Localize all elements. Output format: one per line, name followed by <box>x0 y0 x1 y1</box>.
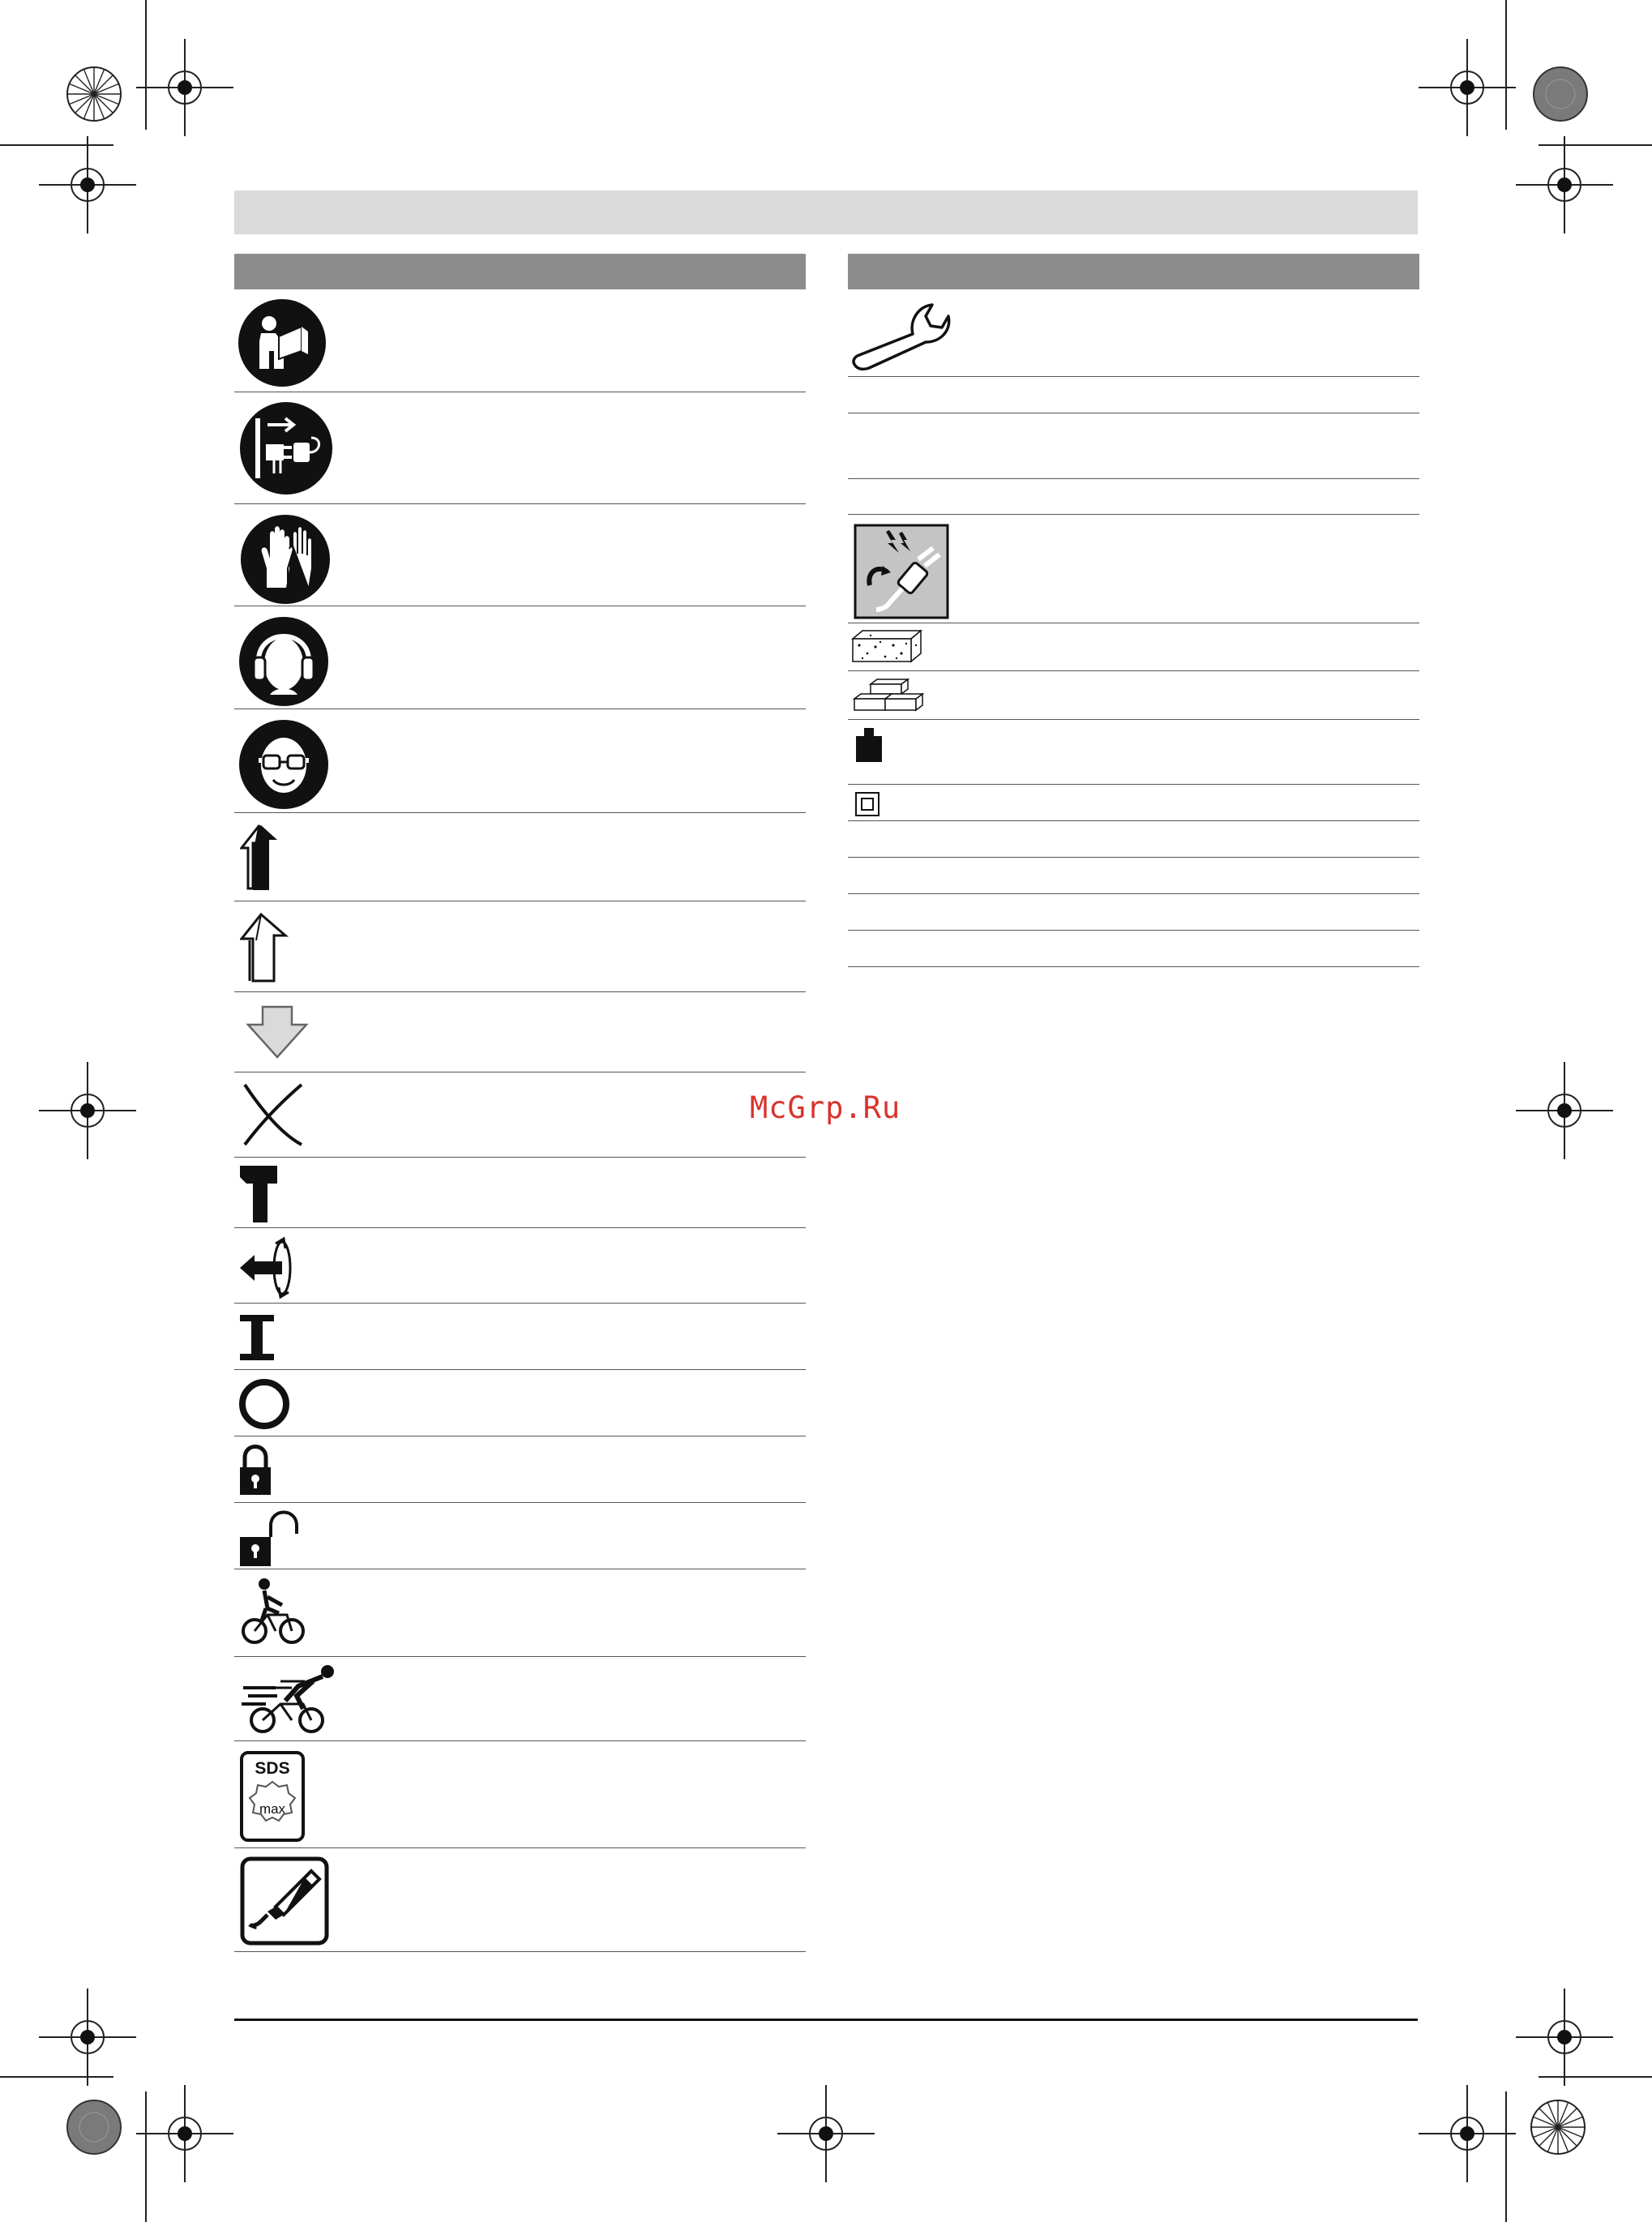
symbol-row <box>848 720 1419 785</box>
header-band <box>234 191 1418 234</box>
concrete-icon <box>851 629 922 665</box>
symbol-row <box>234 1569 806 1657</box>
symbol-row <box>848 821 1419 858</box>
symbol-row <box>234 1228 806 1304</box>
trim-line <box>0 144 113 146</box>
lock-open-icon <box>238 1508 303 1569</box>
trim-line <box>1539 144 1652 146</box>
footer-rule <box>234 2019 1418 2021</box>
trim-line <box>1505 0 1507 130</box>
trim-line <box>145 0 147 130</box>
sds-max-icon <box>240 1751 305 1842</box>
eye-protection-icon <box>238 718 330 811</box>
chisel-icon <box>238 1313 276 1362</box>
double-insulation-icon <box>854 791 880 817</box>
symbol-row <box>848 785 1419 821</box>
fast-cyclist-icon <box>240 1663 339 1735</box>
down-arrow-icon <box>245 1005 310 1059</box>
registration-disc-icon <box>1531 65 1590 123</box>
max-label: max <box>259 1801 286 1817</box>
symbol-row <box>234 1304 806 1370</box>
symbol-row <box>848 623 1419 671</box>
crosshair-icon <box>1516 1989 1613 2086</box>
outline-up-arrow-icon <box>240 911 290 984</box>
trim-line <box>1539 2076 1652 2078</box>
crosshair-icon <box>39 136 136 233</box>
registration-disc-icon <box>65 2098 123 2156</box>
wrench-icon <box>851 297 960 375</box>
ear-protection-icon <box>238 615 330 708</box>
symbol-row <box>234 1158 806 1228</box>
lift-up-arrow-icon <box>240 824 290 893</box>
brick-icon <box>851 678 929 713</box>
symbol-row <box>848 377 1419 413</box>
right-column-header <box>848 254 1419 289</box>
registration-wheel-icon <box>1529 2098 1587 2156</box>
left-column-header <box>234 254 806 289</box>
cable-detect-icon <box>854 524 949 619</box>
trim-line <box>0 2076 113 2078</box>
symbol-row <box>234 1741 806 1848</box>
read-manual-icon <box>237 298 327 388</box>
symbol-row <box>234 1370 806 1436</box>
symbol-row <box>234 992 806 1072</box>
crosshair-icon <box>136 2085 233 2182</box>
watermark: McGrp.Ru <box>750 1090 901 1125</box>
crosshair-icon <box>1419 39 1516 136</box>
registration-wheel-icon <box>65 65 123 123</box>
ring-icon <box>238 1378 290 1430</box>
crosshair-icon <box>777 2085 875 2182</box>
symbol-row <box>848 671 1419 720</box>
symbol-row <box>234 1436 806 1503</box>
unplug-icon <box>238 400 334 496</box>
symbol-row <box>234 901 806 992</box>
lock-closed-icon <box>238 1443 272 1496</box>
symbol-row <box>234 1503 806 1569</box>
symbol-row <box>848 413 1419 479</box>
crosshair-icon <box>39 1989 136 2086</box>
gloves-icon <box>239 513 332 606</box>
symbol-row <box>848 858 1419 894</box>
symbol-row <box>848 479 1419 515</box>
crosshair-icon <box>1516 136 1613 233</box>
symbol-row <box>234 813 806 901</box>
symbol-row <box>848 894 1419 931</box>
grease-tube-icon <box>240 1856 329 1946</box>
sds-label: SDS <box>255 1759 290 1778</box>
symbol-row <box>234 1072 806 1158</box>
cross-icon <box>242 1081 305 1148</box>
crosshair-icon <box>136 39 233 136</box>
rotation-stop-icon <box>238 1235 300 1300</box>
crosshair-icon <box>1419 2085 1516 2182</box>
crosshair-icon <box>1516 1062 1613 1159</box>
weight-icon <box>854 726 884 764</box>
trim-line <box>145 2091 147 2222</box>
hammer-mode-icon <box>238 1164 280 1224</box>
trim-line <box>1505 2091 1507 2222</box>
slow-cyclist-icon <box>240 1578 310 1646</box>
crosshair-icon <box>39 1062 136 1159</box>
symbol-row <box>848 931 1419 967</box>
